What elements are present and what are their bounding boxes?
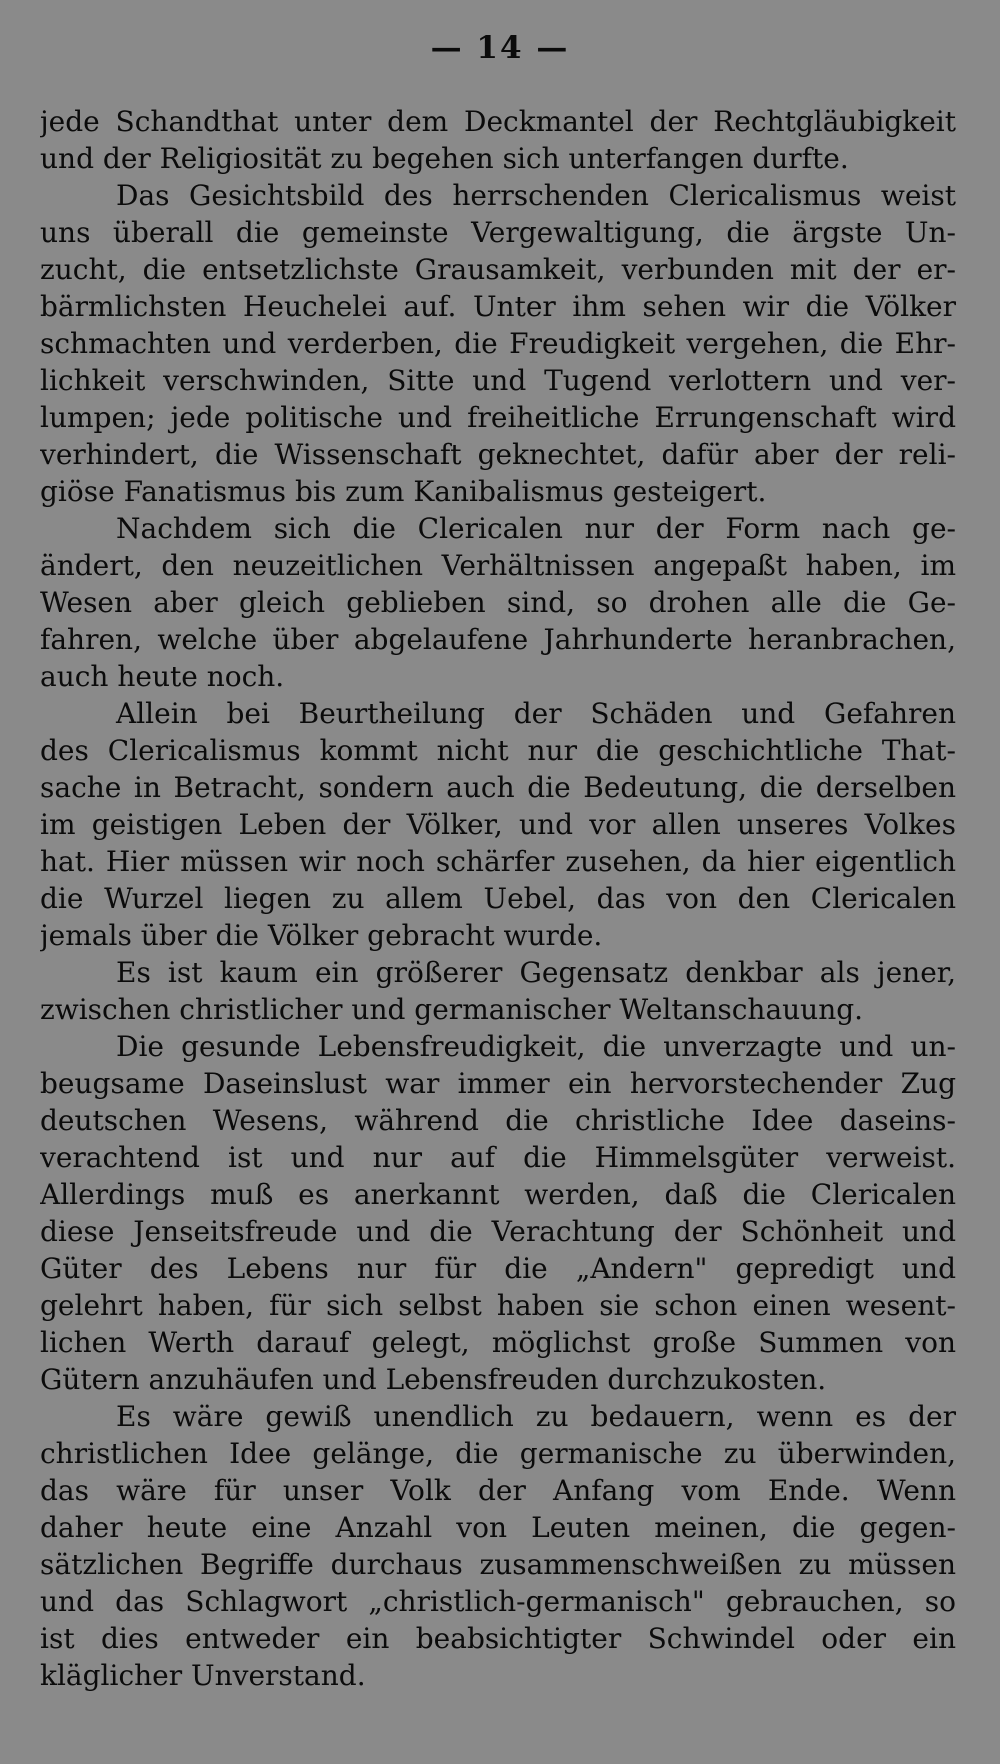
text-line: daher heute eine Anzahl von Leuten meinen, die gegen- — [40, 1511, 956, 1544]
text-line: kläglicher Unverstand. — [40, 1659, 366, 1692]
text-line: Allein bei Beurtheilung der Schäden und Gefahren — [116, 697, 956, 730]
text-line: Die gesunde Lebensfreudigkeit, die unverzagte und un- — [116, 1030, 956, 1063]
text-line: verachtend ist und nur auf die Himmelsgüter verweist. — [40, 1141, 956, 1174]
text-line: zwischen christlicher und germanischer Weltanschauung. — [40, 993, 864, 1026]
text-line: verhindert, die Wissenschaft geknechtet, dafür aber der reli- — [40, 438, 956, 471]
text-line: zucht, die entsetzlichste Grausamkeit, verbunden mit der er- — [40, 253, 956, 286]
text-line: und der Religiosität zu begehen sich unterfangen durfte. — [40, 142, 849, 175]
text-line: des Clericalismus kommt nicht nur die geschichtliche That- — [40, 734, 956, 767]
text-line: Nachdem sich die Clericalen nur der Form nach ge- — [116, 512, 956, 545]
body-text — [40, 103, 956, 1694]
page-number: — 14 — — [430, 30, 570, 66]
text-line: und das Schlagwort „christlich-germanisch" gebrauchen, so — [40, 1585, 956, 1618]
text-line: gelehrt haben, für sich selbst haben sie schon einen wesent- — [40, 1289, 956, 1322]
text-line: uns überall die gemeinste Vergewaltigung, die ärgste Un- — [40, 216, 956, 249]
text-line: Es ist kaum ein größerer Gegensatz denkbar als jener, — [116, 956, 956, 989]
text-line: diese Jenseitsfreude und die Verachtung der Schönheit und — [40, 1215, 956, 1248]
text-line: sache in Betracht, sondern auch die Bedeutung, die derselben — [40, 771, 956, 804]
text-line: Wesen aber gleich geblieben sind, so drohen alle die Ge- — [40, 586, 956, 619]
text-line: deutschen Wesens, während die christliche Idee daseins- — [40, 1104, 956, 1137]
text-line: Güter des Lebens nur für die „Andern" gepredigt und — [40, 1252, 956, 1285]
text-line: jemals über die Völker gebracht wurde. — [40, 919, 603, 952]
text-line: sätzlichen Begriffe durchaus zusammenschweißen zu müssen — [40, 1548, 956, 1581]
text-line: Allerdings muß es anerkannt werden, daß die Clericalen — [40, 1178, 956, 1211]
text-line: bärmlichsten Heuchelei auf. Unter ihm sehen wir die Völker — [40, 290, 956, 323]
text-line: lumpen; jede politische und freiheitliche Errungenschaft wird — [40, 401, 956, 434]
text-line: ist dies entweder ein beabsichtigter Schwindel oder ein — [40, 1622, 956, 1655]
text-line: das wäre für unser Volk der Anfang vom Ende. Wenn — [40, 1474, 956, 1507]
text-line: fahren, welche über abgelaufene Jahrhunderte heranbrachen, — [40, 623, 956, 656]
text-line: auch heute noch. — [40, 660, 285, 693]
text-line: ändert, den neuzeitlichen Verhältnissen angepaßt haben, im — [40, 549, 956, 582]
text-line: hat. Hier müssen wir noch schärfer zusehen, da hier eigentlich — [40, 845, 956, 878]
text-line: im geistigen Leben der Völker, und vor allen unseres Volkes — [40, 808, 956, 841]
text-line: Es wäre gewiß unendlich zu bedauern, wenn es der — [116, 1400, 956, 1433]
text-line: Das Gesichtsbild des herrschenden Clericalismus weist — [116, 179, 956, 212]
text-line: beugsame Daseinslust war immer ein hervorstechender Zug — [40, 1067, 956, 1100]
text-line: Gütern anzuhäufen und Lebensfreuden durchzukosten. — [40, 1363, 827, 1396]
text-line: lichen Werth darauf gelegt, möglichst große Summen von — [40, 1326, 956, 1359]
text-line: christlichen Idee gelänge, die germanische zu überwinden, — [40, 1437, 956, 1470]
text-line: lichkeit verschwinden, Sitte und Tugend verlottern und ver- — [40, 364, 956, 397]
text-line: schmachten und verderben, die Freudigkeit vergehen, die Ehr- — [40, 327, 956, 360]
text-line: die Wurzel liegen zu allem Uebel, das von den Clericalen — [40, 882, 956, 915]
text-line: jede Schandthat unter dem Deckmantel der Rechtgläubigkeit — [40, 105, 956, 138]
text-line: giöse Fanatismus bis zum Kanibalismus gesteigert. — [40, 475, 767, 508]
